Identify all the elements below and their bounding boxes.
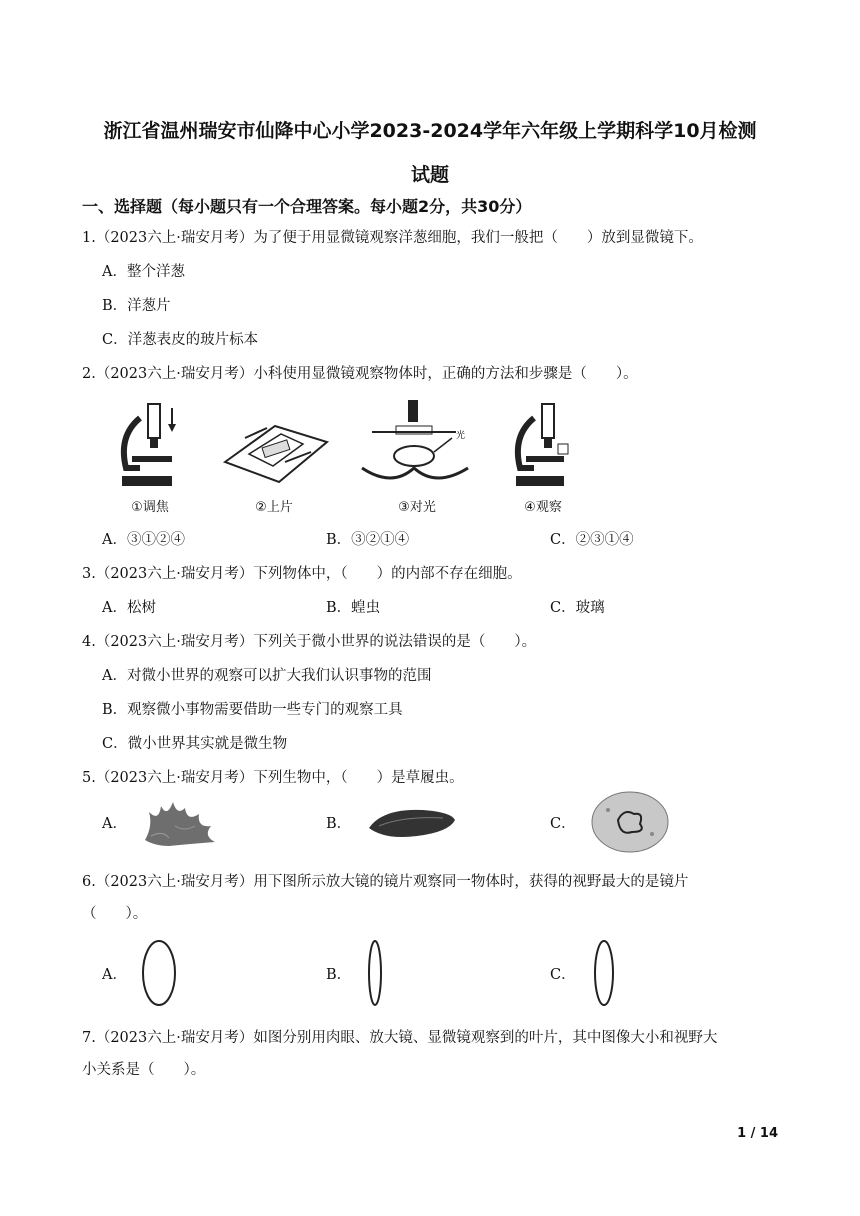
question-5-option-b <box>326 798 459 846</box>
figure-slide <box>215 398 333 515</box>
question-4-stem: 4.（2023六上·瑞安月考）下列关于微小世界的说法错误的是（ ）。 <box>82 634 537 650</box>
question-4-option-c: C．微小世界其实就是微生物 <box>102 736 288 752</box>
light-mirror-icon <box>352 398 482 494</box>
question-5-option-c <box>550 790 672 854</box>
question-3-stem: 3.（2023六上·瑞安月考）下列物体中，（ ）的内部不存在细胞。 <box>82 566 522 582</box>
question-1-option-a: A．整个洋葱 <box>102 264 185 280</box>
question-1-stem: 1.（2023六上·瑞安月考）为了便于用显微镜观察洋葱细胞，我们一般把（ ）放到显微镜下。 <box>82 230 703 246</box>
option-label: A． <box>102 815 127 832</box>
question-6-option-b <box>326 938 387 1008</box>
option-label: C． <box>550 815 576 832</box>
question-2-option-b: B．③②①④ <box>326 532 410 548</box>
question-6-stem-continued: （ ）。 <box>82 906 148 922</box>
thick-lens-icon <box>139 938 179 1008</box>
slide-stage-icon <box>215 398 333 494</box>
question-4-option-a: A．对微小世界的观察可以扩大我们认识事物的范围 <box>102 668 432 684</box>
question-7-stem: 7.（2023六上·瑞安月考）如图分别用肉眼、放大镜、显微镜观察到的叶片，其中图像大小和视野大 <box>82 1030 718 1046</box>
svg-text:光: 光 <box>456 431 466 441</box>
microscope-focus-icon <box>110 398 190 494</box>
figure-light <box>352 398 482 515</box>
figure-observe <box>508 398 578 515</box>
paramecium-icon <box>363 798 459 846</box>
question-6-option-a <box>102 938 179 1008</box>
page-title-line2: 试题 <box>410 164 449 186</box>
question-3-option-b: B．蝗虫 <box>326 600 381 616</box>
page-title-line1: 浙江省温州瑞安市仙降中心小学2023-2024学年六年级上学期科学10月检测 <box>103 120 757 142</box>
medium-lens-icon <box>588 938 618 1008</box>
question-1-option-b: B．洋葱片 <box>102 298 171 314</box>
microscope-observe-icon <box>508 398 578 494</box>
question-6-stem: 6.（2023六上·瑞安月考）用下图所示放大镜的镜片观察同一物体时，获得的视野最大的是镜片 <box>82 874 689 890</box>
page-number: 1 / 14 <box>737 1126 778 1141</box>
figure-caption-light: ③对光 <box>398 500 436 515</box>
figure-caption-observe: ④观察 <box>524 500 562 515</box>
question-2-option-c: C．②③①④ <box>550 532 634 548</box>
question-5-option-a <box>102 796 219 848</box>
question-4-option-b: B．观察微小事物需要借助一些专门的观察工具 <box>102 702 403 718</box>
question-5-stem: 5.（2023六上·瑞安月考）下列生物中，（ ）是草履虫。 <box>82 770 464 786</box>
question-7-stem-continued: 小关系是（ ）。 <box>82 1062 206 1078</box>
option-label: C． <box>550 966 576 983</box>
option-label: B． <box>326 815 352 832</box>
figure-caption-focus: ①调焦 <box>131 500 169 515</box>
question-6-option-c <box>550 938 618 1008</box>
question-3-option-c: C．玻璃 <box>550 600 605 616</box>
option-label: B． <box>326 966 352 983</box>
section-heading: 一、选择题（每小题只有一个合理答案。每小题2分，共30分） <box>82 197 532 216</box>
thin-lens-icon <box>363 938 387 1008</box>
question-2-option-a: A．③①②④ <box>102 532 185 548</box>
algae-icon <box>139 796 219 848</box>
question-2-stem: 2.（2023六上·瑞安月考）小科使用显微镜观察物体时，正确的方法和步骤是（ ）。 <box>82 366 638 382</box>
option-label: A． <box>102 966 127 983</box>
question-1-option-c: C．洋葱表皮的玻片标本 <box>102 332 259 348</box>
question-3-option-a: A．松树 <box>102 600 156 616</box>
amoeba-icon <box>588 790 672 854</box>
figure-caption-slide: ②上片 <box>255 500 293 515</box>
figure-focus <box>110 398 190 515</box>
